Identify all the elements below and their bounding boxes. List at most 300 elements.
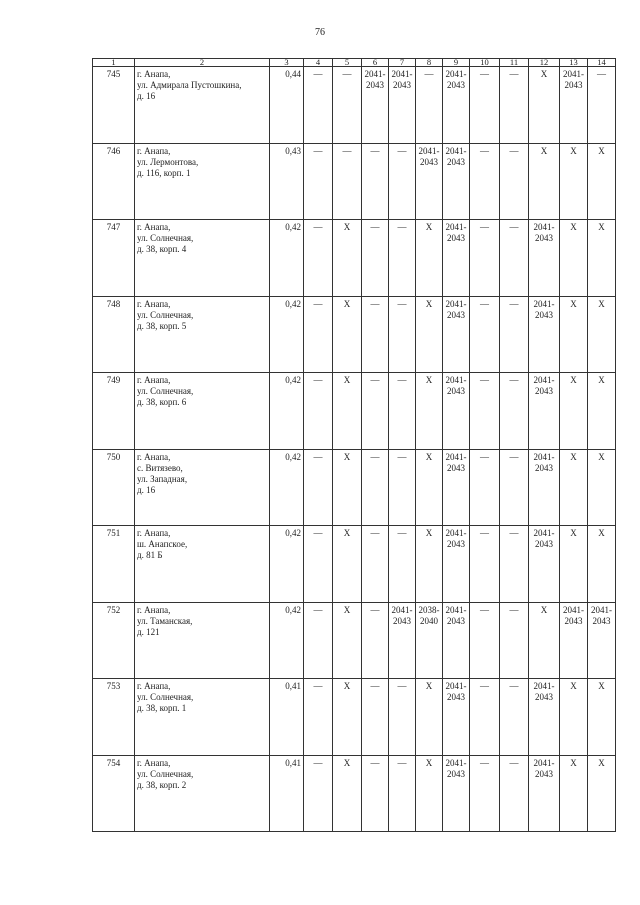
work-period-cell xyxy=(333,67,362,144)
work-period-cell xyxy=(389,220,416,297)
cell-line: — xyxy=(509,69,519,79)
work-period-cell xyxy=(333,679,362,756)
work-period-cell xyxy=(443,220,470,297)
work-period-cell xyxy=(500,755,529,832)
cell-line: 2041- xyxy=(445,222,467,232)
work-period-cell xyxy=(500,679,529,756)
cell-line: 2041- xyxy=(391,604,413,615)
work-period-cell xyxy=(560,449,588,526)
table-row xyxy=(93,449,616,526)
work-period-cell xyxy=(333,602,362,679)
cell-line: X xyxy=(425,757,433,768)
work-period-cell xyxy=(389,449,416,526)
cell-line: X xyxy=(570,375,577,385)
address-line: ул. Солнечная, xyxy=(137,386,194,396)
address-cell xyxy=(135,67,270,144)
address-cell xyxy=(135,755,270,832)
cell-line: 2041- xyxy=(563,69,584,79)
work-period-cell xyxy=(304,220,333,297)
work-period-cell xyxy=(362,755,389,832)
work-period-cell xyxy=(389,602,416,679)
cell-line: — xyxy=(480,298,489,309)
cell-line: X xyxy=(540,145,548,156)
work-period-cell xyxy=(304,373,333,450)
work-period-cell xyxy=(500,220,529,297)
cell-line: — xyxy=(509,681,519,691)
row-number-cell: 750 xyxy=(93,449,135,526)
cell-line: — xyxy=(313,451,323,462)
cell-line: 2041- xyxy=(445,451,467,462)
cell-line: 2038- xyxy=(418,604,440,615)
cell-line: — xyxy=(370,298,380,309)
cell-line: — xyxy=(313,375,323,385)
cell-line: — xyxy=(509,451,519,462)
cell-line: X xyxy=(598,298,605,309)
work-period-cell xyxy=(470,526,500,603)
work-period-cell xyxy=(443,296,470,373)
address-line: г. Анапа, xyxy=(137,604,171,615)
work-period-cell xyxy=(443,449,470,526)
work-period-cell xyxy=(588,679,616,756)
address-line: г. Анапа, xyxy=(137,681,171,691)
cell-line: — xyxy=(370,528,380,538)
column-header-7: 7 xyxy=(389,59,416,67)
area-cell: 0,42 xyxy=(270,220,304,297)
cell-line: X xyxy=(343,528,351,538)
work-period-cell xyxy=(500,373,529,450)
cell-line: 2043 xyxy=(447,156,465,167)
work-period-cell xyxy=(470,449,500,526)
area-cell: 0,42 xyxy=(270,602,304,679)
work-period-cell xyxy=(588,143,616,220)
cell-line: — xyxy=(480,145,489,156)
cell-line: — xyxy=(313,145,323,156)
cell-line: X xyxy=(598,528,605,538)
work-period-cell xyxy=(470,296,500,373)
cell-line: X xyxy=(425,298,433,309)
work-period-cell xyxy=(416,755,443,832)
cell-line: 2041- xyxy=(445,681,467,691)
table-row xyxy=(93,296,616,373)
cell-line: 2041- xyxy=(418,145,440,156)
column-header-4: 4 xyxy=(304,59,333,67)
work-period-cell xyxy=(416,296,443,373)
column-header-3: 3 xyxy=(270,59,304,67)
cell-line: 2041- xyxy=(533,681,555,691)
work-period-cell xyxy=(588,67,616,144)
cell-line: 2043 xyxy=(535,539,553,549)
cell-line: X xyxy=(425,681,433,691)
work-period-cell xyxy=(560,67,588,144)
work-period-cell xyxy=(304,755,333,832)
work-period-cell xyxy=(333,220,362,297)
cell-line: — xyxy=(313,69,323,79)
cell-line: — xyxy=(313,681,323,691)
work-period-cell xyxy=(588,526,616,603)
cell-line: 2043 xyxy=(535,462,553,473)
column-header-12: 12 xyxy=(529,59,560,67)
work-period-cell xyxy=(443,602,470,679)
cell-line: 2041- xyxy=(445,604,467,615)
cell-line: 2041- xyxy=(445,375,467,385)
work-period-cell xyxy=(443,67,470,144)
address-line: д. 121 xyxy=(137,626,160,637)
address-line: ш. Анапское, xyxy=(137,539,188,549)
work-period-cell xyxy=(470,602,500,679)
cell-line: X xyxy=(598,451,605,462)
work-period-cell xyxy=(443,373,470,450)
work-period-cell xyxy=(470,67,500,144)
cell-line: — xyxy=(397,451,407,462)
table-row xyxy=(93,220,616,297)
column-header-13: 13 xyxy=(560,59,588,67)
work-period-cell xyxy=(333,526,362,603)
cell-line: 2043 xyxy=(535,768,553,779)
cell-line: X xyxy=(570,451,577,462)
cell-line: 2043 xyxy=(564,80,583,90)
row-number-cell: 751 xyxy=(93,526,135,603)
cell-line: — xyxy=(509,528,519,538)
row-number-cell: 752 xyxy=(93,602,135,679)
cell-line: X xyxy=(540,604,548,615)
work-period-cell xyxy=(389,373,416,450)
cell-line: X xyxy=(598,222,605,232)
cell-line: — xyxy=(509,145,519,156)
cell-line: X xyxy=(425,375,433,385)
cell-line: X xyxy=(343,298,351,309)
cell-line: X xyxy=(425,451,433,462)
column-header-6: 6 xyxy=(362,59,389,67)
cell-line: — xyxy=(313,528,323,538)
cell-line: X xyxy=(343,604,351,615)
cell-line: — xyxy=(313,298,323,309)
cell-line: 2043 xyxy=(447,539,465,549)
work-period-cell xyxy=(362,526,389,603)
cell-line: 2041- xyxy=(391,69,413,79)
cell-line: X xyxy=(570,145,577,156)
row-number-cell: 747 xyxy=(93,220,135,297)
work-period-cell xyxy=(443,755,470,832)
cell-line: X xyxy=(343,222,351,232)
area-cell: 0,42 xyxy=(270,526,304,603)
work-period-cell xyxy=(333,755,362,832)
address-cell xyxy=(135,143,270,220)
row-number-cell: 745 xyxy=(93,67,135,144)
work-period-cell xyxy=(389,755,416,832)
work-period-cell xyxy=(416,220,443,297)
area-cell: 0,41 xyxy=(270,755,304,832)
work-period-cell xyxy=(443,679,470,756)
work-period-cell xyxy=(560,296,588,373)
cell-line: — xyxy=(480,375,489,385)
table-row xyxy=(93,143,616,220)
address-line: г. Анапа, xyxy=(137,145,171,156)
cell-line: 2041- xyxy=(533,375,555,385)
cell-line: 2041- xyxy=(563,604,584,615)
work-period-cell xyxy=(362,220,389,297)
cell-line: X xyxy=(598,757,605,768)
column-header-10: 10 xyxy=(470,59,500,67)
work-period-cell xyxy=(560,679,588,756)
cell-line: 2043 xyxy=(447,386,465,396)
work-period-cell xyxy=(529,143,560,220)
address-line: д. 38, корп. 1 xyxy=(137,703,187,713)
table-row xyxy=(93,602,616,679)
address-line: д. 116, корп. 1 xyxy=(137,167,191,178)
column-header-2: 2 xyxy=(135,59,270,67)
cell-line: 2043 xyxy=(366,80,384,90)
cell-line: 2043 xyxy=(447,462,465,473)
cell-line: — xyxy=(313,222,323,232)
cell-line: — xyxy=(397,222,407,232)
cell-line: 2041- xyxy=(533,298,555,309)
column-header-14: 14 xyxy=(588,59,616,67)
work-period-cell xyxy=(470,679,500,756)
work-period-cell xyxy=(588,755,616,832)
table-row xyxy=(93,373,616,450)
page-number: 76 xyxy=(315,27,325,38)
row-number-cell: 746 xyxy=(93,143,135,220)
work-period-cell xyxy=(304,526,333,603)
work-period-cell xyxy=(529,755,560,832)
work-period-cell xyxy=(362,67,389,144)
work-period-cell xyxy=(416,602,443,679)
address-line: г. Анапа, xyxy=(137,375,171,385)
cell-line: 2043 xyxy=(535,692,553,702)
row-number-cell: 753 xyxy=(93,679,135,756)
cell-line: 2043 xyxy=(447,768,465,779)
area-cell: 0,44 xyxy=(270,67,304,144)
address-cell xyxy=(135,526,270,603)
cell-line: X xyxy=(425,528,433,538)
work-period-cell xyxy=(529,602,560,679)
work-period-cell xyxy=(304,679,333,756)
work-period-cell xyxy=(470,143,500,220)
work-period-cell xyxy=(389,296,416,373)
address-cell xyxy=(135,602,270,679)
cell-line: 2043 xyxy=(535,233,553,243)
cell-line: — xyxy=(397,145,407,156)
cell-line: 2043 xyxy=(592,615,611,626)
work-period-cell xyxy=(560,755,588,832)
work-period-cell xyxy=(560,143,588,220)
table-row xyxy=(93,679,616,756)
cell-line: — xyxy=(480,69,489,79)
work-period-cell xyxy=(333,143,362,220)
address-line: ул. Таманская, xyxy=(137,615,193,626)
address-line: г. Анапа, xyxy=(137,528,171,538)
cell-line: X xyxy=(598,145,605,156)
address-cell xyxy=(135,449,270,526)
cell-line: X xyxy=(343,375,351,385)
work-period-cell xyxy=(389,526,416,603)
cell-line: 2043 xyxy=(535,386,553,396)
table-row xyxy=(93,755,616,832)
cell-line: — xyxy=(397,375,407,385)
cell-line: 2043 xyxy=(447,615,465,626)
cell-line: X xyxy=(425,222,433,232)
work-period-cell xyxy=(416,526,443,603)
work-period-cell xyxy=(560,602,588,679)
column-header-11: 11 xyxy=(500,59,529,67)
cell-line: — xyxy=(342,145,352,156)
cell-line: — xyxy=(480,604,489,615)
work-period-cell xyxy=(588,602,616,679)
work-period-cell xyxy=(362,373,389,450)
cell-line: — xyxy=(397,298,407,309)
address-line: г. Анапа, xyxy=(137,757,171,768)
work-period-cell xyxy=(470,373,500,450)
address-line: д. 16 xyxy=(137,484,156,495)
work-period-cell xyxy=(529,373,560,450)
work-period-cell xyxy=(443,143,470,220)
work-period-cell xyxy=(588,373,616,450)
column-header-1: 1 xyxy=(93,59,135,67)
area-cell: 0,42 xyxy=(270,449,304,526)
column-number-row xyxy=(93,59,616,67)
work-period-cell xyxy=(389,143,416,220)
work-period-cell xyxy=(529,296,560,373)
cell-line: — xyxy=(313,604,323,615)
row-number-cell: 748 xyxy=(93,296,135,373)
cell-line: X xyxy=(598,375,605,385)
cell-line: — xyxy=(480,528,489,538)
cell-line: — xyxy=(480,222,489,232)
cell-line: 2041- xyxy=(445,528,467,538)
work-period-cell xyxy=(529,67,560,144)
cell-line: — xyxy=(370,451,380,462)
address-line: ул. Западная, xyxy=(137,473,188,484)
address-line: ул. Адмирала Пустошкина, xyxy=(137,80,242,90)
area-cell: 0,43 xyxy=(270,143,304,220)
address-line: д. 38, корп. 5 xyxy=(137,320,187,331)
work-period-cell xyxy=(362,449,389,526)
work-period-cell xyxy=(500,143,529,220)
cell-line: — xyxy=(509,222,519,232)
cell-line: 2041- xyxy=(364,69,386,79)
work-period-cell xyxy=(560,526,588,603)
address-line: г. Анапа, xyxy=(137,222,171,232)
cell-line: 2043 xyxy=(393,615,411,626)
area-cell: 0,41 xyxy=(270,679,304,756)
work-period-cell xyxy=(588,449,616,526)
address-cell xyxy=(135,220,270,297)
cell-line: X xyxy=(570,222,577,232)
work-period-cell xyxy=(443,526,470,603)
table-row xyxy=(93,526,616,603)
work-period-cell xyxy=(416,143,443,220)
row-number-cell: 754 xyxy=(93,755,135,832)
work-period-cell xyxy=(470,220,500,297)
row-number-cell: 749 xyxy=(93,373,135,450)
cell-line: 2041- xyxy=(533,222,555,232)
work-period-cell xyxy=(333,373,362,450)
work-period-cell xyxy=(500,67,529,144)
work-period-cell xyxy=(529,679,560,756)
work-period-cell xyxy=(529,220,560,297)
cell-line: 2043 xyxy=(535,309,553,320)
cell-line: — xyxy=(480,757,489,768)
work-period-cell xyxy=(362,143,389,220)
cell-line: X xyxy=(598,681,605,691)
work-period-cell xyxy=(500,602,529,679)
work-period-cell xyxy=(500,526,529,603)
cell-line: — xyxy=(370,222,380,232)
work-period-cell xyxy=(389,67,416,144)
cell-line: — xyxy=(397,528,407,538)
work-period-cell xyxy=(416,67,443,144)
address-line: д. 16 xyxy=(137,91,156,101)
cell-line: — xyxy=(424,69,434,79)
cell-line: — xyxy=(509,604,519,615)
cell-line: 2043 xyxy=(393,80,411,90)
cell-line: X xyxy=(343,681,351,691)
cell-line: 2043 xyxy=(447,692,465,702)
cell-line: 2043 xyxy=(420,156,438,167)
column-header-5: 5 xyxy=(333,59,362,67)
work-period-cell xyxy=(416,679,443,756)
work-period-cell xyxy=(304,602,333,679)
work-period-cell xyxy=(304,143,333,220)
cell-line: 2041- xyxy=(533,451,555,462)
work-period-cell xyxy=(416,373,443,450)
address-line: д. 38, корп. 6 xyxy=(137,397,187,407)
work-period-cell xyxy=(362,296,389,373)
work-period-cell xyxy=(529,449,560,526)
work-period-cell xyxy=(500,296,529,373)
cell-line: X xyxy=(343,757,351,768)
work-period-cell xyxy=(304,296,333,373)
work-period-cell xyxy=(470,755,500,832)
address-cell xyxy=(135,373,270,450)
address-line: г. Анапа, xyxy=(137,298,171,309)
address-cell xyxy=(135,679,270,756)
work-period-cell xyxy=(588,220,616,297)
cell-line: — xyxy=(370,145,380,156)
cell-line: — xyxy=(509,375,519,385)
address-line: г. Анапа, xyxy=(137,69,171,79)
cell-line: 2043 xyxy=(447,80,465,90)
address-line: ул. Солнечная, xyxy=(137,309,194,320)
table-row xyxy=(93,67,616,144)
cell-line: X xyxy=(570,757,577,768)
cell-line: 2043 xyxy=(447,309,465,320)
cell-line: — xyxy=(397,757,407,768)
cell-line: X xyxy=(343,451,351,462)
address-line: ул. Лермонтова, xyxy=(137,156,199,167)
housing-register-table xyxy=(92,58,616,832)
work-period-cell xyxy=(362,679,389,756)
work-period-cell xyxy=(362,602,389,679)
cell-line: — xyxy=(397,681,407,691)
address-line: д. 38, корп. 4 xyxy=(137,244,187,254)
cell-line: — xyxy=(370,604,380,615)
cell-line: X xyxy=(570,528,577,538)
work-period-cell xyxy=(560,220,588,297)
cell-line: 2041- xyxy=(445,69,467,79)
cell-line: X xyxy=(570,298,577,309)
cell-line: 2041- xyxy=(533,757,555,768)
cell-line: 2043 xyxy=(447,233,465,243)
area-cell: 0,42 xyxy=(270,296,304,373)
cell-line: 2041- xyxy=(445,298,467,309)
address-line: ул. Солнечная, xyxy=(137,692,194,702)
work-period-cell xyxy=(416,449,443,526)
address-line: с. Витязево, xyxy=(137,462,183,473)
address-line: ул. Солнечная, xyxy=(137,768,194,779)
cell-line: — xyxy=(342,69,352,79)
cell-line: — xyxy=(313,757,323,768)
